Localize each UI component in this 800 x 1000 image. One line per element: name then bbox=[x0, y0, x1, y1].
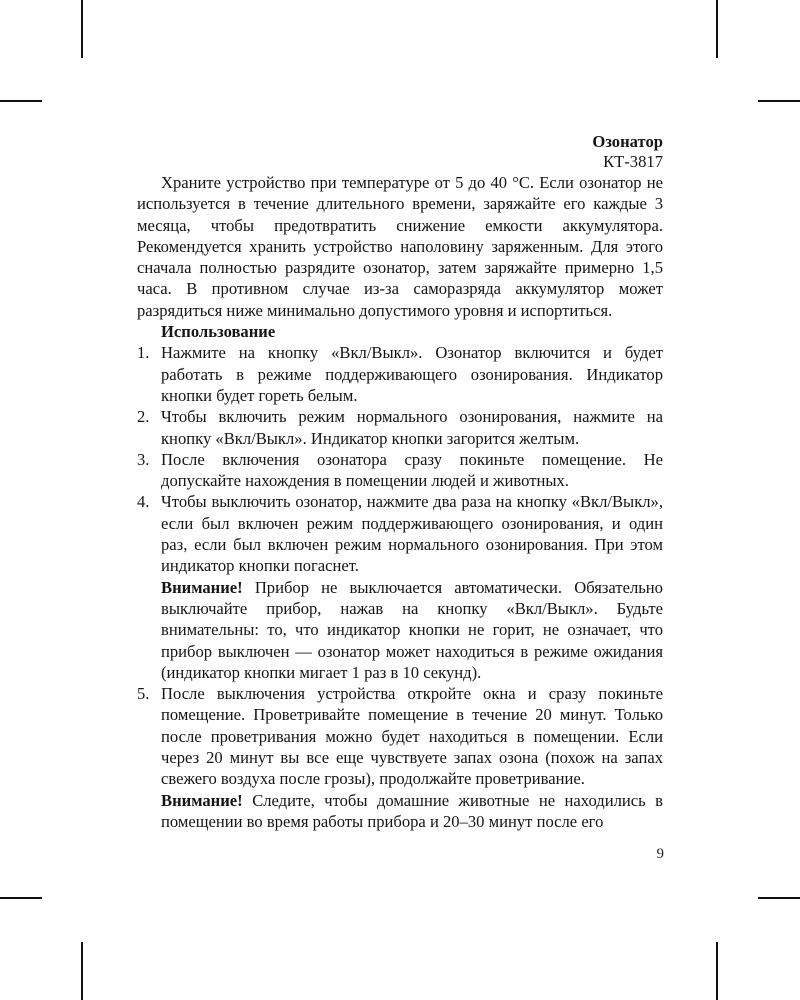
step-text: Нажмите на кнопку «Вкл/Выкл». Озонатор включится и будет работать в режиме поддерживающего озонирования. Индикатор кнопки будет гореть белым. bbox=[161, 343, 663, 405]
step-number: 4. bbox=[137, 492, 150, 512]
crop-mark-right-upper bbox=[758, 100, 800, 102]
crop-mark-left-lower bbox=[0, 897, 42, 899]
step-text: После включения озонатора сразу покиньте помещение. Не допускайте нахождения в помещении людей и животных. bbox=[161, 449, 663, 491]
list-item bbox=[137, 449, 663, 492]
crop-mark-right-lower bbox=[758, 897, 800, 899]
list-item bbox=[137, 683, 663, 832]
section-heading: Использование bbox=[161, 322, 276, 342]
step-text: Чтобы включить режим нормального озонирования, нажмите на кнопку «Вкл/Выкл». Индикатор кнопки загорится желтым. bbox=[161, 407, 663, 448]
crop-mark-bottom-right bbox=[716, 942, 718, 1000]
crop-mark-top-right bbox=[716, 0, 718, 58]
step-number: 1. bbox=[137, 343, 150, 363]
storage-paragraph: Храните устройство при температуре от 5 до 40 °С. Если озонатор не используется в течение длительного времени, заряжайте его каждые 3 месяца, чтобы предотвратить снижение емкости аккумулятора. Рекомендуется хранить устройство наполовину заряженным. Для этого сначала полностью разрядите озонатор, затем заряжайте примерно 1,5 часа. В противном случае из-за саморазряда аккумулятор может разрядиться ниже минимально допустимого уровня и испортиться. bbox=[137, 173, 663, 320]
warning-text: Следите, чтобы домашние животные не находились в помещении во время работы прибора и 20–30 минут после его bbox=[161, 790, 663, 831]
product-title: Озонатор bbox=[592, 132, 663, 151]
warning-note bbox=[161, 790, 663, 833]
list-item bbox=[137, 342, 663, 406]
warning-note bbox=[161, 577, 663, 683]
step-text: После выключения устройства откройте окна и сразу покиньте помещение. Проветривайте помещение в течение 20 минут. Только после проветривания можно будет находиться в помещении. Если через 20 минут вы все еще чувствуете запах озона (похож на запах свежего воздуха после грозы), продолжайте проветривание. bbox=[161, 684, 663, 789]
list-item bbox=[137, 406, 663, 449]
page-content bbox=[137, 132, 663, 832]
warning-label: Внимание! bbox=[161, 577, 243, 597]
step-number: 5. bbox=[137, 684, 150, 704]
warning-label: Внимание! bbox=[161, 790, 243, 810]
page-number: 9 bbox=[656, 846, 664, 862]
crop-mark-bottom-left bbox=[81, 942, 83, 1000]
product-model: КТ-3817 bbox=[603, 152, 663, 171]
crop-mark-top-left bbox=[81, 0, 83, 58]
step-number: 2. bbox=[137, 407, 150, 427]
step-text: Чтобы выключить озонатор, нажмите два раза на кнопку «Вкл/Выкл», если был включен режим поддерживающего озонирования, и один раз, если был включен режим нормального озонирования. При этом индикатор кнопки погаснет. bbox=[161, 492, 663, 576]
page-header bbox=[137, 132, 663, 172]
crop-mark-left-upper bbox=[0, 100, 42, 102]
warning-text: Прибор не выключается автоматически. Обязательно выключайте прибор, нажав на кнопку «Вкл/Выкл». Будьте внимательны: то, что индикатор кнопки не горит, не означает, что прибор выключен — озонатор может находиться в режиме ожидания (индикатор кнопки мигает 1 раз в 10 секунд). bbox=[161, 577, 663, 682]
step-number: 3. bbox=[137, 449, 150, 469]
list-item bbox=[137, 491, 663, 683]
usage-steps-list bbox=[137, 342, 663, 832]
